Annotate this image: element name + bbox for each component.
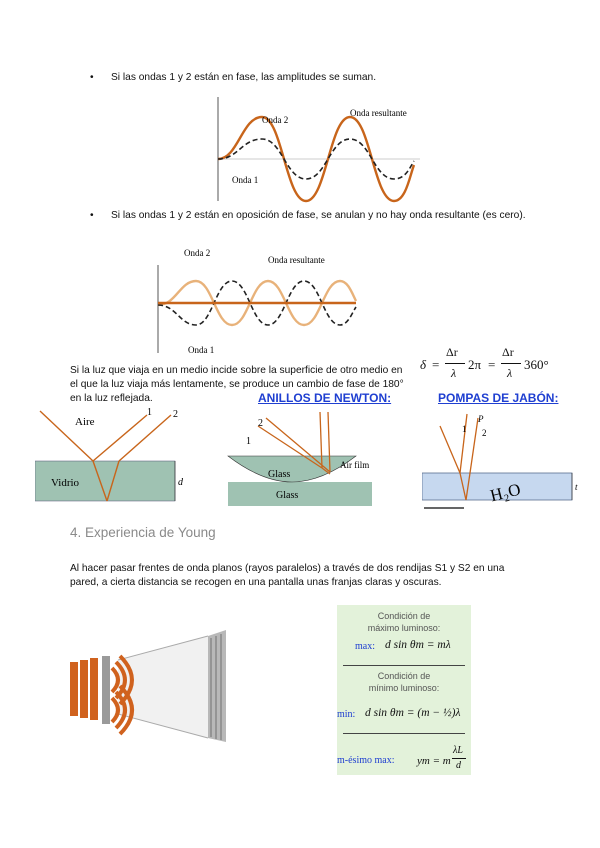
label-resultante: Onda resultante <box>350 108 407 118</box>
svg-text:1: 1 <box>462 424 467 434</box>
bullet-text-1: Si las ondas 1 y 2 están en fase, las amplitudes se suman. <box>111 72 377 83</box>
soap-film-diagram <box>422 408 587 513</box>
bullet-dot: • <box>90 72 94 83</box>
in-phase-wave-figure <box>210 95 430 205</box>
label-onda2: Onda 2 <box>262 115 289 125</box>
reflection-paragraph: Si la luz que viaja en un medio incide sobre la superficie de otro medio en el que la luz viaja más lentamente, se produce un cambio de fase de 180° en la luz reflejada. <box>70 365 404 404</box>
svg-text:1: 1 <box>246 436 251 447</box>
svg-text:Glass: Glass <box>268 469 291 480</box>
bullet-dot: • <box>90 210 94 221</box>
section-title: 4. Experiencia de Young <box>70 525 216 540</box>
svg-text:Vidrio: Vidrio <box>51 477 80 489</box>
bullet-text-2: Si las ondas 1 y 2 están en oposición de fase, se anulan y no hay onda resultante (es cero). <box>111 210 526 221</box>
svg-text:t: t <box>575 482 578 492</box>
air-glass-diagram <box>35 405 190 510</box>
svg-text:Glass: Glass <box>276 490 299 501</box>
out-of-phase-wave-figure <box>150 243 365 355</box>
jabon-heading: POMPAS DE JABÓN: <box>438 391 559 405</box>
label-onda2: Onda 2 <box>184 248 211 258</box>
slit-wall <box>102 656 110 724</box>
screen-fringes <box>208 630 226 742</box>
young-conditions-box: Condición de máximo luminoso: max: d sin θm = mλ Condición de mínimo luminoso: min: d sin θm = (m − ½)λ m-ésimo max: ym = m λL d <box>337 605 471 775</box>
h2o-handwriting: H₂O <box>488 479 523 506</box>
svg-text:P: P <box>478 414 484 424</box>
newton-heading: ANILLOS DE NEWTON: <box>258 391 392 405</box>
phase-formula: δ = Δr λ 2π = Δr λ 360° <box>420 345 549 380</box>
label-onda1: Onda 1 <box>188 345 215 355</box>
plane-waves <box>70 658 98 720</box>
svg-text:2: 2 <box>258 418 263 429</box>
svg-text:1: 1 <box>147 407 152 418</box>
svg-text:Aire: Aire <box>75 416 95 428</box>
svg-text:2: 2 <box>482 428 487 438</box>
double-slit-illustration <box>68 630 268 745</box>
svg-text:2: 2 <box>173 409 178 420</box>
svg-text:d: d <box>178 477 183 488</box>
label-resultante: Onda resultante <box>268 255 325 265</box>
lens <box>228 456 356 482</box>
label-onda1: Onda 1 <box>232 175 259 185</box>
young-paragraph: Al hacer pasar frentes de onda planos (rayos paralelos) a través de dos rendijas S1 y S2 en una pared, a cierta distancia se recogen en una pantalla unas franjas claras y oscuras. <box>70 563 505 588</box>
glass-plate <box>228 482 372 506</box>
svg-text:Air film: Air film <box>340 460 370 470</box>
newton-rings-diagram <box>222 410 372 510</box>
